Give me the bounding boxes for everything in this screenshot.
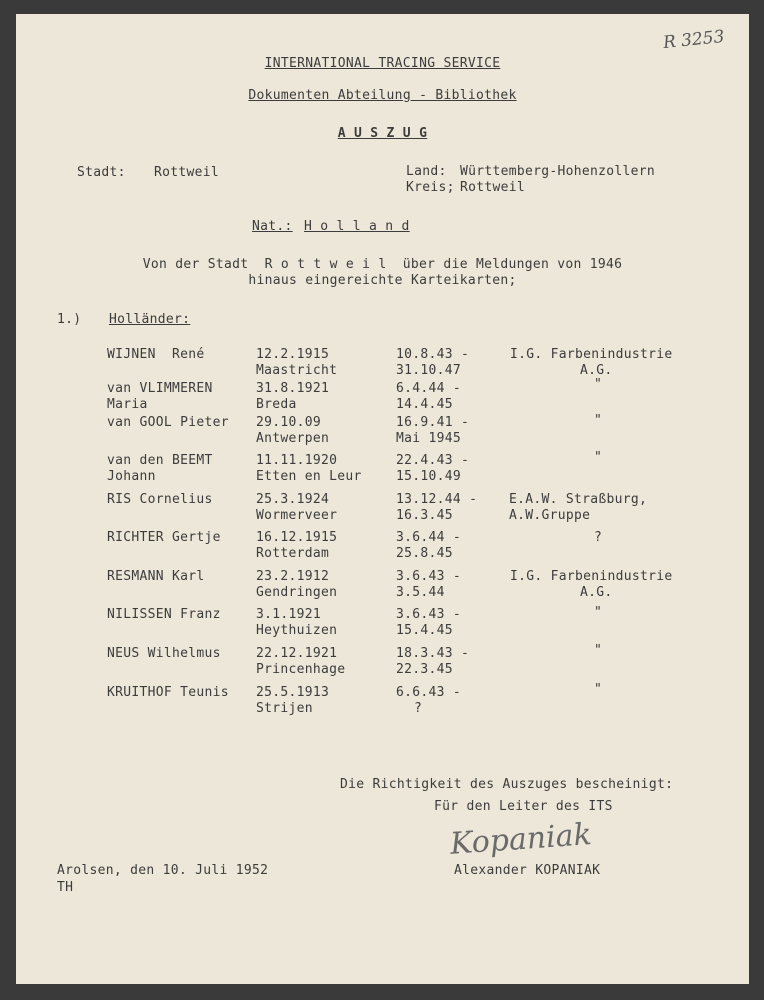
stadt-value: Rottweil: [154, 165, 220, 180]
period-end: ?: [414, 701, 423, 716]
person-name: NILISSEN Franz: [107, 607, 221, 622]
person-name: RESMANN Karl: [107, 569, 205, 584]
birth-date: 25.3.1924: [256, 492, 330, 507]
birth-date: 31.8.1921: [256, 381, 330, 396]
birth-place: Rotterdam: [256, 546, 330, 561]
period-end: 15.4.45: [396, 623, 453, 638]
handwritten-signature: Kopaniak: [448, 817, 593, 862]
nationality-label: Nat.:: [252, 219, 293, 234]
person-name: WIJNEN René: [107, 347, 205, 362]
person-name: KRUITHOF Teunis: [107, 685, 229, 700]
file-number-note: R 3253: [662, 26, 726, 54]
employer-line-2: A.W.Gruppe: [509, 508, 591, 523]
employer: ": [594, 413, 603, 428]
certification-statement: Die Richtigkeit des Auszuges bescheinigt:: [340, 777, 674, 792]
period-end: 31.10.47: [396, 363, 462, 378]
birth-place: Gendringen: [256, 585, 338, 600]
birth-date: 12.2.1915: [256, 347, 330, 362]
period-start: 3.6.43 -: [396, 607, 462, 622]
period-end: Mai 1945: [396, 431, 462, 446]
period-start: 3.6.43 -: [396, 569, 462, 584]
birth-place: Princenhage: [256, 662, 346, 677]
period-start: 16.9.41 -: [396, 415, 470, 430]
person-name: RICHTER Gertje: [107, 530, 221, 545]
birth-date: 11.11.1920: [256, 453, 338, 468]
employer: I.G. Farbenindustrie: [510, 569, 673, 584]
employer-line-2: A.G.: [580, 585, 613, 600]
birth-date: 23.2.1912: [256, 569, 330, 584]
employer: E.A.W. Straßburg,: [509, 492, 648, 507]
birth-place: Heythuizen: [256, 623, 338, 638]
employer: ?: [594, 530, 603, 545]
land-value: Württemberg-Hohenzollern: [460, 164, 656, 179]
person-name: van VLIMMEREN: [107, 381, 213, 396]
stadt-label: Stadt:: [77, 165, 126, 180]
birth-date: 22.12.1921: [256, 646, 338, 661]
period-start: 13.12.44 -: [396, 492, 478, 507]
birth-place: Wormerveer: [256, 508, 338, 523]
person-name: van GOOL Pieter: [107, 415, 229, 430]
period-start: 10.8.43 -: [396, 347, 470, 362]
document-title: A U S Z U G: [337, 126, 428, 141]
birth-place: Strijen: [256, 701, 313, 716]
signer-name: Alexander KOPANIAK: [454, 863, 601, 878]
employer: ": [594, 450, 603, 465]
person-name: NEUS Wilhelmus: [107, 646, 221, 661]
birth-date: 29.10.09: [256, 415, 322, 430]
employer: ": [594, 605, 603, 620]
birth-date: 3.1.1921: [256, 607, 322, 622]
birth-place: Etten en Leur: [256, 469, 362, 484]
period-start: 22.4.43 -: [396, 453, 470, 468]
period-start: 3.6.44 -: [396, 530, 462, 545]
employer: ": [594, 643, 603, 658]
intro-line-1: Von der Stadt R o t t w e i l über die Meldungen von 1946: [142, 257, 623, 272]
employer-line-2: A.G.: [580, 363, 613, 378]
person-name-line-2: Johann: [107, 469, 156, 484]
employer: ": [594, 682, 603, 697]
birth-place: Breda: [256, 397, 297, 412]
intro-line-2: hinaus eingereichte Karteikarten;: [248, 273, 517, 288]
period-start: 6.6.43 -: [396, 685, 462, 700]
person-name-line-2: Maria: [107, 397, 148, 412]
employer: I.G. Farbenindustrie: [510, 347, 673, 362]
nationality-value: H o l l a n d: [304, 219, 410, 234]
birth-place: Maastricht: [256, 363, 338, 378]
section-title: Holländer:: [109, 312, 191, 327]
period-end: 14.4.45: [396, 397, 453, 412]
period-start: 6.4.44 -: [396, 381, 462, 396]
birth-date: 25.5.1913: [256, 685, 330, 700]
organization-heading: INTERNATIONAL TRACING SERVICE: [264, 56, 501, 71]
period-start: 18.3.43 -: [396, 646, 470, 661]
kreis-value: Rottweil: [460, 180, 526, 195]
person-name: van den BEEMT: [107, 453, 213, 468]
birth-place: Antwerpen: [256, 431, 330, 446]
period-end: 25.8.45: [396, 546, 453, 561]
period-end: 15.10.49: [396, 469, 462, 484]
document-page: [16, 14, 749, 984]
period-end: 22.3.45: [396, 662, 453, 677]
land-label: Land:: [406, 164, 447, 179]
employer: ": [594, 377, 603, 392]
person-name: RIS Cornelius: [107, 492, 213, 507]
section-number: 1.): [57, 312, 82, 327]
certification-on-behalf: Für den Leiter des ITS: [434, 799, 613, 814]
period-end: 3.5.44: [396, 585, 445, 600]
place-and-date: Arolsen, den 10. Juli 1952: [57, 863, 269, 878]
birth-date: 16.12.1915: [256, 530, 338, 545]
period-end: 16.3.45: [396, 508, 453, 523]
typist-initials: TH: [57, 880, 74, 895]
kreis-label: Kreis;: [406, 180, 455, 195]
department-heading: Dokumenten Abteilung - Bibliothek: [248, 88, 517, 103]
